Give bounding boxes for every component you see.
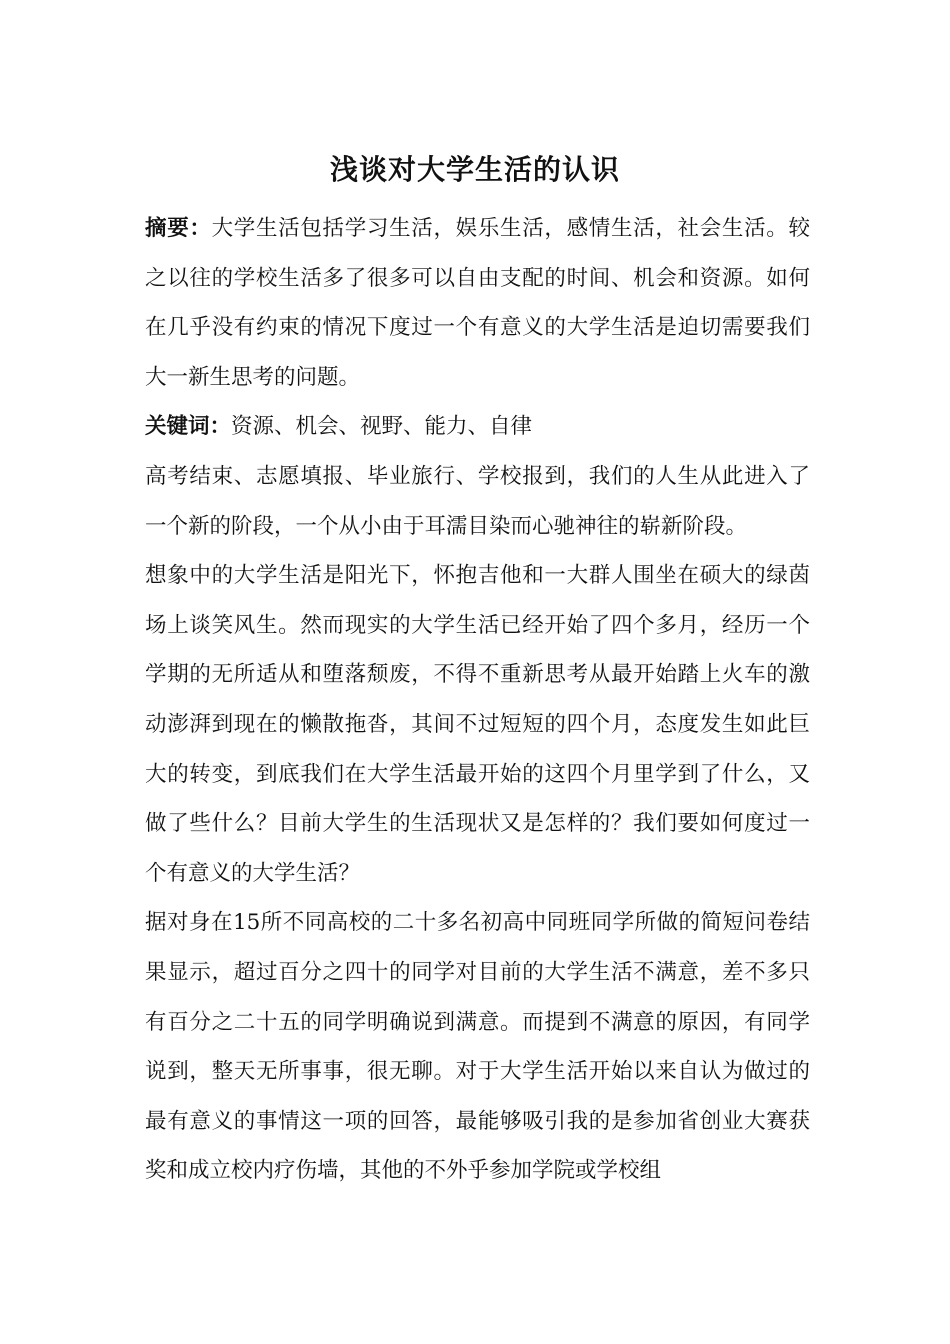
document-body bbox=[145, 204, 810, 1196]
abstract-paragraph bbox=[145, 204, 810, 402]
keywords-label: 关键词： bbox=[145, 414, 232, 440]
abstract-text: 大学生活包括学习生活，娱乐生活，感情生活，社会生活。较之以往的学校生活多了很多可以自由支配的时间、机会和资源。如何在几乎没有约束的情况下度过一个有意义的大学生活是迫切需要我们大一新生思考的问题。 bbox=[145, 216, 810, 390]
body-paragraph-3: 据对身在15所不同高校的二十多名初高中同班同学所做的简短问卷结果显示，超过百分之四十的同学对目前的大学生活不满意，差不多只有百分之二十五的同学明确说到满意。而提到不满意的原因，有同学说到，整天无所事事，很无聊。对于大学生活开始以来自认为做过的最有意义的事情这一项的回答，最能够吸引我的是参加省创业大赛获奖和成立校内疗伤墙，其他的不外乎参加学院或学校组 bbox=[145, 910, 810, 1184]
body-paragraph-1: 高考结束、志愿填报、毕业旅行、学校报到，我们的人生从此进入了一个新的阶段，一个从小由于耳濡目染而心驰神往的崭新阶段。 bbox=[145, 463, 810, 539]
document-title: 浅谈对大学生活的认识 bbox=[329, 153, 620, 186]
body-paragraph-2: 想象中的大学生活是阳光下，怀抱吉他和一大群人围坐在硕大的绿茵场上谈笑风生。然而现实的大学生活已经开始了四个多月，经历一个学期的无所适从和堕落颓废，不得不重新思考从最开始踏上火车的激动澎湃到现在的懒散拖沓，其间不过短短的四个月，态度发生如此巨大的转变，到底我们在大学生活最开始的这四个月里学到了什么，又做了些什么？目前大学生的生活现状又是怎样的？我们要如何度过一个有意义的大学生活？ bbox=[145, 563, 810, 886]
keywords-paragraph bbox=[145, 402, 810, 452]
abstract-label: 摘要： bbox=[145, 216, 212, 241]
keywords-text: 资源、机会、视野、能力、自律 bbox=[231, 414, 533, 440]
